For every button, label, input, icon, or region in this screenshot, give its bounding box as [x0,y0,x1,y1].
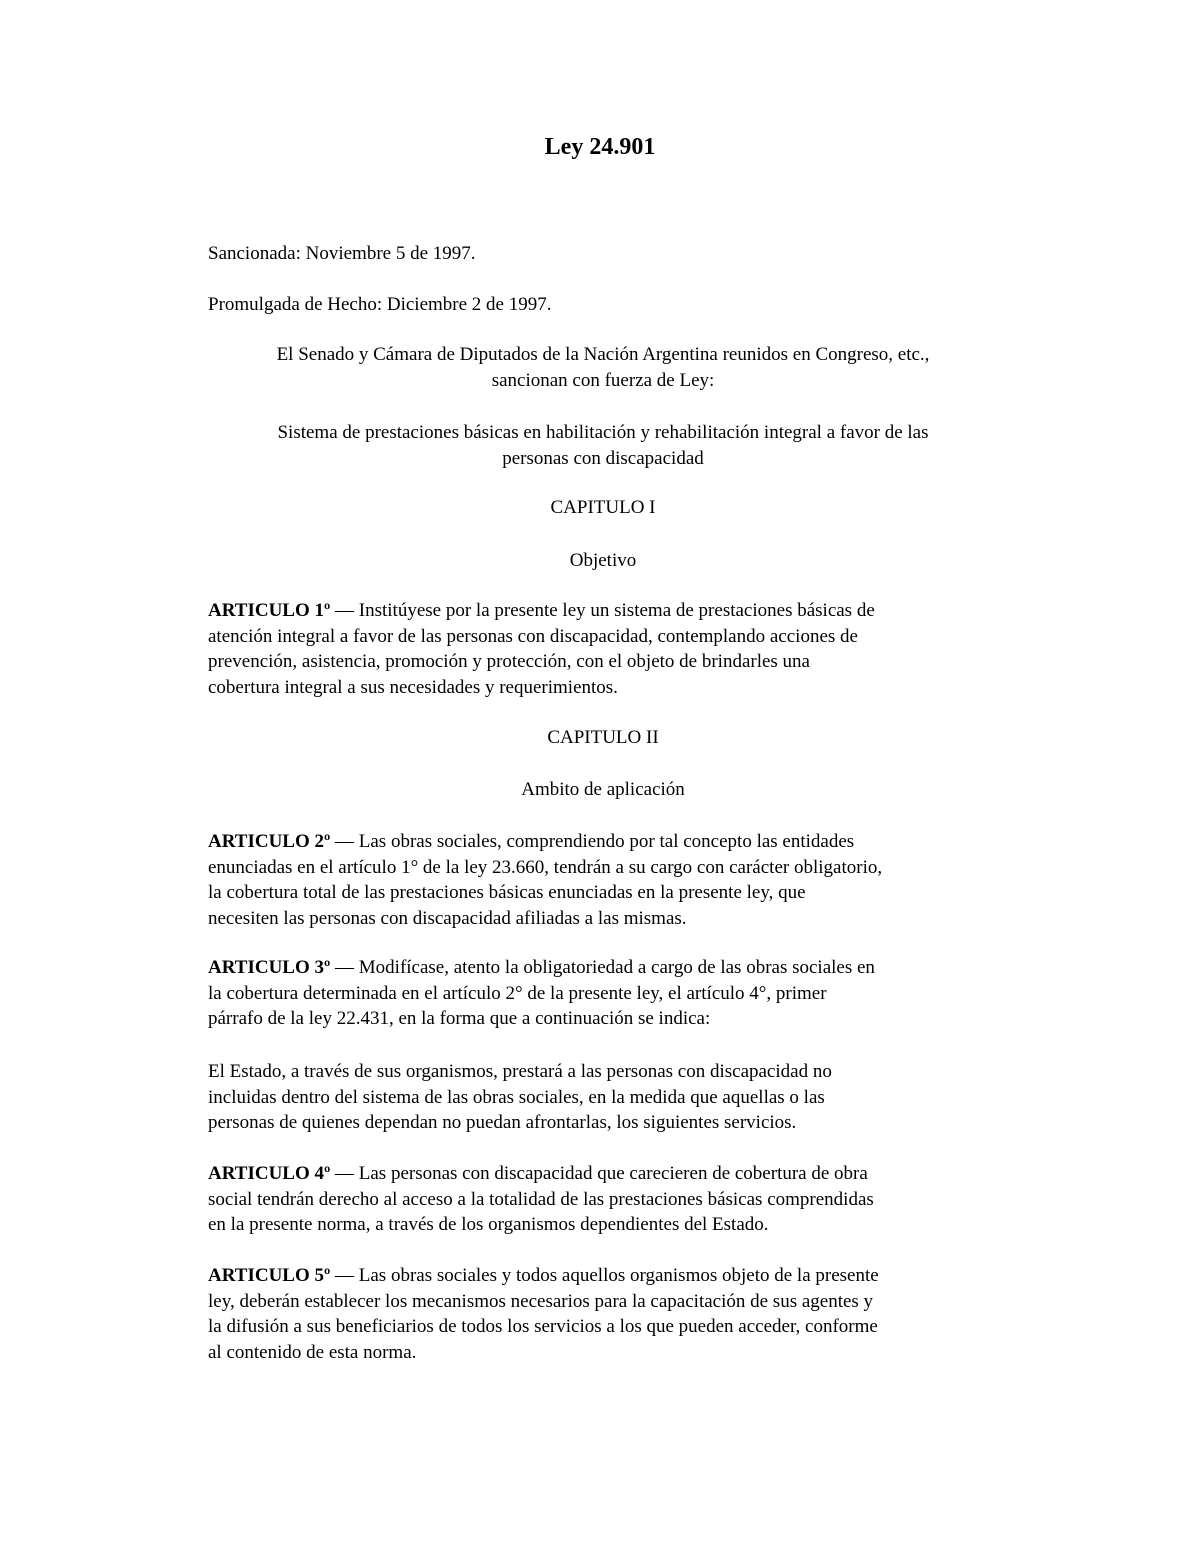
chapter-heading: CAPITULO II [547,727,659,748]
article-label: ARTICULO 1º [208,600,331,621]
article-text: necesiten las personas con discapacidad afiliadas a las mismas. [208,907,687,929]
article-text: El Estado, a través de sus organismos, prestará a las personas con discapacidad no [208,1061,832,1082]
article-3 [208,955,998,1032]
article-1 [208,598,998,700]
article-text: social tendrán derecho al acceso a la totalidad de las prestaciones básicas comprendidas [208,1188,874,1210]
article-label: ARTICULO 2º [208,831,331,852]
chapter-heading: CAPITULO I [550,497,656,518]
preamble-line: sancionan con fuerza de Ley: [491,369,715,391]
article-4 [208,1161,998,1238]
article-text: en la presente norma, a través de los organismos dependientes del Estado. [208,1214,769,1235]
preamble-line: El Senado y Cámara de Diputados de la Nación Argentina reunidos en Congreso, etc., [276,344,930,365]
article-text: cobertura integral a sus necesidades y requerimientos. [208,676,618,698]
subject-line: personas con discapacidad [502,447,704,469]
article-text: atención integral a favor de las personas con discapacidad, contemplando acciones de [208,625,858,647]
article-text: — Modifícase, atento la obligatoriedad a cargo de las obras sociales en [330,957,875,978]
article-text: incluidas dentro del sistema de las obras sociales, en la medida que aquellas o las [208,1086,825,1108]
article-text: la cobertura determinada en el artículo 2° de la presente ley, el artículo 4°, primer [208,982,827,1004]
article-2 [208,829,998,931]
article-text: párrafo de la ley 22.431, en la forma que a continuación se indica: [208,1008,711,1029]
article-text: la cobertura total de las prestaciones básicas enunciadas en la presente ley, que [208,882,806,903]
promulgada-date: Promulgada de Hecho: Diciembre 2 de 1997. [208,294,552,315]
chapter-subheading: Ambito de aplicación [521,779,685,800]
article-text: al contenido de esta norma. [208,1341,417,1363]
article-text: — Las obras sociales y todos aquellos organismos objeto de la presente [330,1265,879,1286]
article-text: — Las personas con discapacidad que carecieren de cobertura de obra [330,1163,868,1184]
article-text: — Las obras sociales, comprendiendo por tal concepto las entidades [330,831,855,852]
chapter-subheading: Objetivo [569,550,637,571]
law-subject [208,420,998,471]
article-label: ARTICULO 5º [208,1265,331,1286]
document-title: Ley 24.901 [544,134,656,160]
article-text: ley, deberán establecer los mecanismos necesarios para la capacitación de sus agentes y [208,1290,874,1312]
article-text: personas de quienes dependan no puedan afrontarlas, los siguientes servicios. [208,1112,797,1133]
preamble [208,342,998,393]
article-text: — Institúyese por la presente ley un sistema de prestaciones básicas de [330,600,875,621]
sancionada-date: Sancionada: Noviembre 5 de 1997. [208,243,476,264]
article-3-quote [208,1059,998,1136]
article-text: enunciadas en el artículo 1° de la ley 23.660, tendrán a su cargo con carácter obligatorio, [208,856,883,878]
article-5 [208,1263,998,1365]
subject-line: Sistema de prestaciones básicas en habilitación y rehabilitación integral a favor de las [277,422,929,443]
article-text: prevención, asistencia, promoción y protección, con el objeto de brindarles una [208,651,810,672]
article-label: ARTICULO 4º [208,1163,331,1184]
article-label: ARTICULO 3º [208,957,331,978]
article-text: la difusión a sus beneficiarios de todos los servicios a los que pueden acceder, conforme [208,1316,878,1337]
